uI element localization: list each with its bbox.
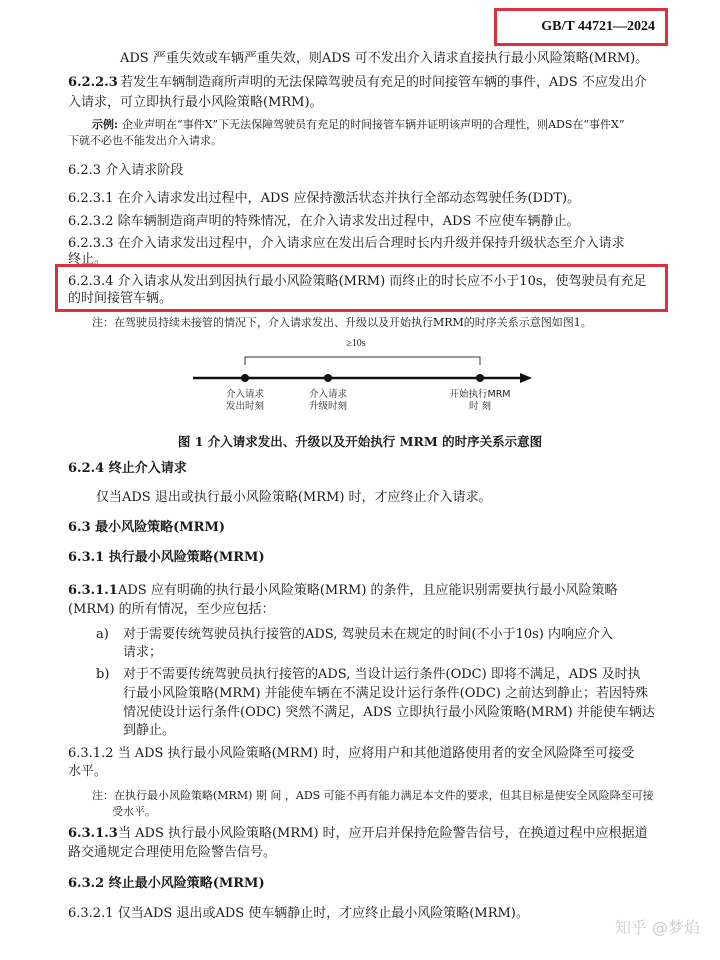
text-line: 仅当ADS 退出或执行最小风险策略(MRM) 时，才应终止介入请求。 bbox=[96, 490, 492, 505]
section-heading: 6.2.4 终止介入请求 bbox=[68, 461, 187, 476]
event-label: 介入请求 bbox=[225, 389, 265, 400]
list-item-text: 请求； bbox=[123, 645, 163, 660]
text-line: 终止。 bbox=[68, 252, 108, 267]
clause-number: 6.3.1.1 bbox=[68, 583, 118, 598]
text-line: 水平。 bbox=[68, 764, 108, 779]
list-item-text: 情况使设计运行条件(ODC) 突然不满足，ADS 立即执行最小风险策略(MRM) 并能使车辆达 bbox=[123, 705, 655, 720]
figure-caption: 图 1 介入请求发出、升级以及开始执行 MRM 的时序关系示意图 bbox=[177, 434, 543, 449]
timeline-arrow-icon bbox=[520, 373, 532, 383]
section-heading: 6.3 最小风险策略(MRM) bbox=[68, 520, 226, 535]
note-text: 注：在驾驶员持续未接管的情况下，介入请求发出、升级以及开始执行MRM的时序关系示意图如图1。 bbox=[92, 316, 592, 329]
text-line: 6.2.3.1 在介入请求发出过程中，ADS 应保持激活状态并执行全部动态驾驶任务(DDT)。 bbox=[68, 191, 581, 206]
text-line: 入请求，可立即执行最小风险策略(MRM)。 bbox=[68, 95, 323, 110]
highlighted-text: 6.2.3.4 介入请求从发出到因执行最小风险策略(MRM) 而终止的时长应不小于10s，使驾驶员有充足 bbox=[68, 274, 647, 289]
text-line: 6.3.2.1 仅当ADS 退出或ADS 使车辆静止时，才应终止最小风险策略(MRM)。 bbox=[68, 906, 529, 921]
clause-number: 6.2.2.3 bbox=[68, 75, 118, 90]
section-heading: 6.3.1 执行最小风险策略(MRM) bbox=[68, 550, 265, 565]
note-text: 注：在执行最小风险策略(MRM) 期 间 ，ADS 可能不再有能力满足本文件的要求，但其目标是使安全风险降至可接 bbox=[92, 789, 654, 802]
duration-label: ≥10s bbox=[346, 338, 366, 349]
section-heading: 6.3.2 终止最小风险策略(MRM) bbox=[68, 876, 265, 891]
clause-number: 6.3.1.3 bbox=[68, 826, 118, 841]
example-text: 下就不必也不能发出介入请求。 bbox=[68, 134, 222, 147]
highlighted-text: 的时间接管车辆。 bbox=[68, 291, 173, 306]
event-label: 开始执行MRM bbox=[449, 389, 511, 400]
text-line: 路交通规定合理使用危险警告信号。 bbox=[68, 845, 277, 860]
watermark: 知乎 @梦焰 bbox=[614, 918, 700, 937]
list-item-text: 对于需要传统驾驶员执行接管的ADS, 驾驶员未在规定的时间(不小于10s) 内响应介入 bbox=[123, 627, 614, 642]
list-item-text: 对于不需要传统驾驶员执行接管的ADS, 当设计运行条件(ODC) 即将不满足，ADS 及时执 bbox=[123, 667, 641, 682]
text-line: 6.2.3.2 除车辆制造商声明的特殊情况，在介入请求发出过程中，ADS 不应使车辆静止。 bbox=[68, 214, 580, 229]
example-label: 示例: bbox=[92, 118, 119, 131]
section-heading: 6.2.3 介入请求阶段 bbox=[68, 163, 184, 178]
event-dot-mrm bbox=[476, 374, 484, 382]
standard-code: GB/T 44721—2024 bbox=[541, 19, 655, 34]
note-text: 受水平。 bbox=[112, 805, 156, 818]
list-marker: b) bbox=[96, 667, 110, 682]
text-line: 当 ADS 执行最小风险策略(MRM) 时，应开启并保持危险警告信号，在换道过程中应根据道 bbox=[118, 826, 648, 841]
event-label: 升级时刻 bbox=[308, 401, 348, 412]
event-label: 发出时刻 bbox=[225, 401, 265, 412]
text-line: 6.3.1.2 当 ADS 执行最小风险策略(MRM) 时，应将用户和其他道路使用者的安全风险降至可接受 bbox=[68, 746, 635, 761]
text-line: ADS 应有明确的执行最小风险策略(MRM) 的条件，且应能识别需要执行最小风险策略 bbox=[118, 583, 618, 598]
list-item-text: 到静止。 bbox=[123, 723, 176, 738]
event-label: 时 刻 bbox=[468, 401, 492, 412]
list-marker: a) bbox=[96, 627, 109, 642]
text-line: (MRM) 的所有情况，至少应包括： bbox=[68, 602, 275, 617]
example-text: 企业声明在“事件X”下无法保障驾驶员有充足的时间接管车辆并证明该声明的合理性，则ADS在“事件X” bbox=[122, 118, 625, 131]
list-item-text: 行最小风险策略(MRM) 并能使车辆在不满足设计运行条件(ODC) 之前达到静止；若因特殊 bbox=[123, 686, 648, 701]
timing-diagram bbox=[188, 335, 533, 415]
text-line: 若发生车辆制造商所声明的无法保障驾驶员有充足的时间接管车辆的事件，ADS 不应发出介 bbox=[120, 75, 647, 90]
text-line: ADS 严重失效或车辆严重失效，则ADS 可不发出介入请求直接执行最小风险策略(MRM)。 bbox=[120, 51, 649, 66]
event-dot-escalation bbox=[324, 374, 332, 382]
duration-bracket bbox=[245, 357, 480, 365]
event-dot-request bbox=[241, 374, 249, 382]
standard-code-highlight bbox=[494, 8, 668, 46]
text-line: 6.2.3.3 在介入请求发出过程中，介入请求应在发出后合理时长内升级并保持升级状态至介入请求 bbox=[68, 236, 625, 251]
event-label: 介入请求 bbox=[308, 389, 348, 400]
